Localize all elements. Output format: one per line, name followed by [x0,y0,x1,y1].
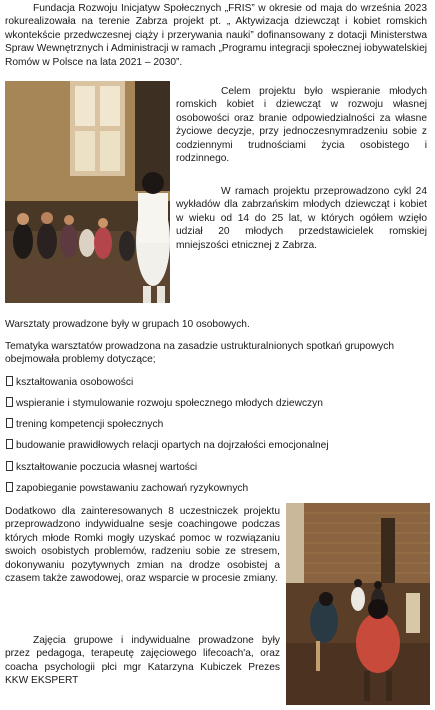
bullet-box-icon [6,482,13,492]
bullet-box-icon [6,418,13,428]
bullet-box-icon [6,461,13,471]
list-item-label: zapobieganie powstawaniu zachowań ryzykownych [16,483,249,494]
list-item [6,376,426,389]
scope-paragraph: W ramach projektu przeprowadzono cykl 24 wykładów dla zabrzańskim młodych dziewcząt i kobiet w wieku od 14 do 25 lat, w których ogółem wzięło udział 20 młodych przedstawicielek romskiej mniejszości etnicznej z Zabrza. [176,186,427,251]
list-item [6,461,426,474]
list-item-label: kształtowanie poczucia własnej wartości [16,462,198,473]
staff-paragraph: Zajęcia grupowe i indywidualne prowadzone były przez pedagoga, terapeutę zajęciowego lifecoach'a, oraz coacha psychologii płci mgr Katarzyna Kubiczek Prezes KKW EKSPERT [5,635,280,687]
list-item [6,397,426,410]
bullet-box-icon [6,439,13,449]
coaching-photo [286,503,430,705]
list-item-label: kształtowania osobowości [16,377,134,388]
groups-text: Warsztaty prowadzone były w grupach 10 osobowych. [5,319,250,330]
intro-paragraph: Fundacja Rozwoju Inicjatyw Społecznych „FRIS” w okresie od maja do września 2023 rokurealizowała na terenie Zabrza projekt pt. „ Aktywizacja dziewcząt i kobiet romskich wkontekście przedwczesnej ciąży i przerywania nauki” dofinansowany z dotacji Ministerstwa Spraw Wewnętrznych i Administracji w ramach „Programu integracji społecznej iobywatelskiej Romów w Polsce na lata 2021 – 2030”. [5,3,427,68]
bullet-box-icon [6,376,13,386]
list-item [6,482,426,495]
list-item [6,439,426,452]
workshop-photo [5,81,170,303]
goal-paragraph: Celem projektu było wspieranie młodych romskich kobiet i dziewcząt w rozwoju własnej osobowości oraz branie odpowiedzialności za własne życiowe decyzje, przy jednoczesnymradzeniu sobie z codziennymi trudnościami życia osobistego i rodzinnego. [176,86,427,165]
coaching-paragraph: Dodatkowo dla zainteresowanych 8 uczestniczek projektu przeprowadzono indywidualne sesje coachingowe podczas których młode Romki mogły uzyskać pomoc w rozwiązaniu swoich osobistych problemów, radzeniu sobie ze stresem, dokonywaniu pozytywnych zmian na drodze osobistej a czasem także zawodowej, oraz wsparcie w procesie zmiany. [5,506,280,585]
bullet-box-icon [6,397,13,407]
list-item-label: wspieranie i stymulowanie rozwoju społecznego młodych dziewczyn [16,398,323,409]
list-item-label: trening kompetencji społecznych [16,419,164,430]
themes-intro: Tematyka warsztatów prowadzona na zasadzie ustrukturalnionych spotkań grupowych obejmowała problemy dotyczące; [5,341,395,366]
list-item-label: budowanie prawidłowych relacji opartych na dojrzałości emocjonalnej [16,440,329,451]
list-item [6,418,426,431]
